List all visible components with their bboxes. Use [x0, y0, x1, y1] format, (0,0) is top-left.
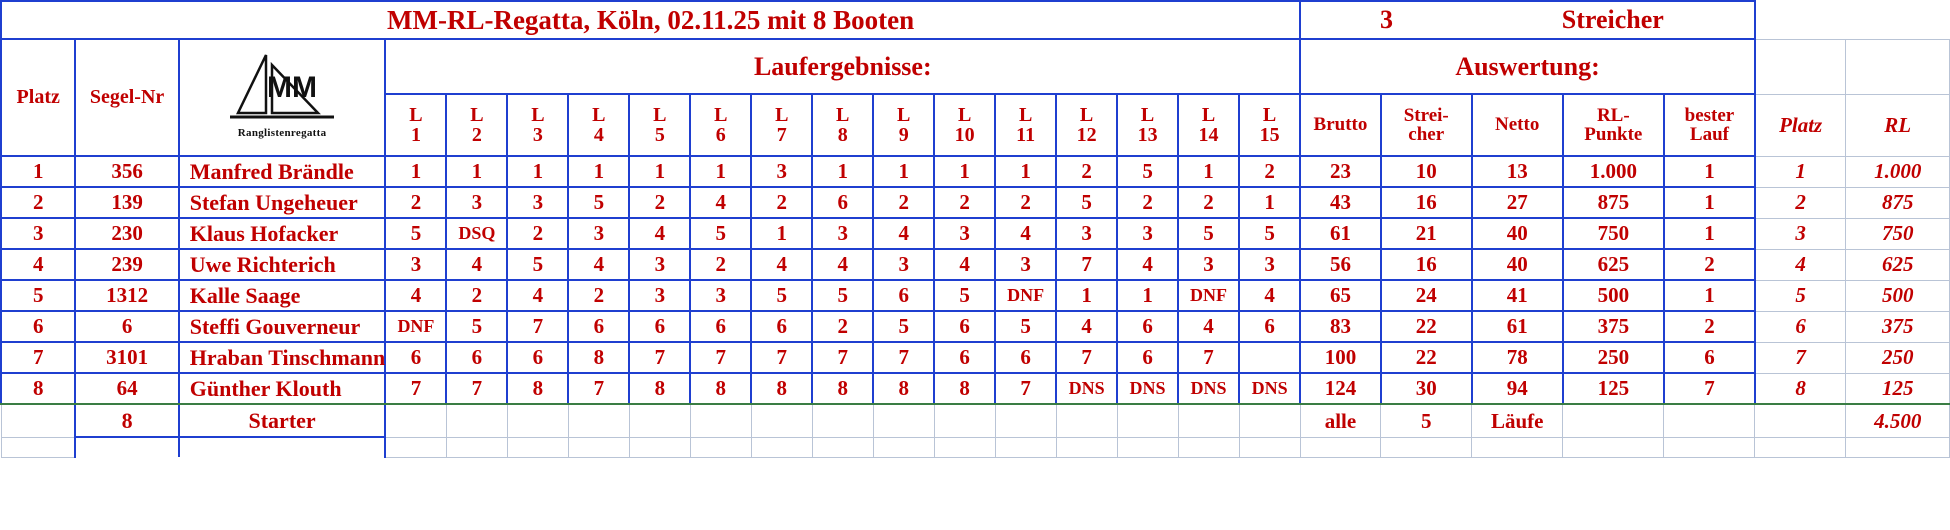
cell-lauf: 5: [1117, 156, 1178, 187]
cell-rl-right: 125: [1846, 373, 1950, 404]
cell-rl-punkte: 375: [1563, 311, 1664, 342]
footer-empty: [507, 404, 568, 437]
cell-lauf: 6: [995, 342, 1056, 373]
footer-empty: [1056, 404, 1117, 437]
col-header-lauf-8: L 8: [812, 94, 873, 156]
cell-rl-right: 750: [1846, 218, 1950, 249]
cell-lauf: 1: [690, 156, 751, 187]
cell-lauf: 5: [934, 280, 995, 311]
cell-lauf: 6: [934, 311, 995, 342]
cell-lauf: 8: [629, 373, 690, 404]
table-row[interactable]: [1, 342, 1950, 373]
cell-platz: 6: [1, 311, 75, 342]
cell-segelnr: 1312: [75, 280, 178, 311]
col-header-lauf-5: L 5: [629, 94, 690, 156]
cell-brutto: 65: [1300, 280, 1381, 311]
cell-brutto: 100: [1300, 342, 1381, 373]
col-header-lauf-4: L 4: [568, 94, 629, 156]
footer-empty: [873, 404, 934, 437]
cell-netto: 40: [1472, 218, 1563, 249]
cell-netto: 13: [1472, 156, 1563, 187]
cell-lauf: 5: [385, 218, 446, 249]
col-header-bester-lauf: bester Lauf: [1664, 94, 1755, 156]
cell-name: Kalle Saage: [179, 280, 386, 311]
cell-platz: 8: [1, 373, 75, 404]
col-header-segelnr: Segel-Nr: [75, 39, 178, 156]
footer-empty: [812, 404, 873, 437]
cell-lauf: 5: [812, 280, 873, 311]
cell-bester-lauf: 2: [1664, 311, 1755, 342]
cell-segelnr: 356: [75, 156, 178, 187]
cell-platz-right: 2: [1755, 187, 1846, 218]
title-row: [1, 1, 1950, 39]
trailing-empty: [812, 437, 873, 457]
cell-name: Klaus Hofacker: [179, 218, 386, 249]
cell-lauf: 4: [934, 249, 995, 280]
table-row[interactable]: [1, 187, 1950, 218]
cell-lauf: 2: [568, 280, 629, 311]
cell-lauf: 8: [568, 342, 629, 373]
cell-streicher: 10: [1381, 156, 1472, 187]
footer-empty: [385, 404, 446, 437]
cell-lauf: 1: [873, 156, 934, 187]
cell-lauf: 2: [1178, 187, 1239, 218]
cell-lauf: 4: [385, 280, 446, 311]
cell-lauf: DNF: [385, 311, 446, 342]
cell-segelnr: 64: [75, 373, 178, 404]
cell-platz-right: 6: [1755, 311, 1846, 342]
footer-empty: [1, 404, 75, 437]
cell-lauf: DNF: [1178, 280, 1239, 311]
cell-lauf: 7: [568, 373, 629, 404]
cell-lauf: 5: [568, 187, 629, 218]
trailing-empty: [385, 437, 446, 457]
cell-lauf: 8: [873, 373, 934, 404]
cell-lauf: 7: [751, 342, 812, 373]
cell-lauf: 6: [1117, 342, 1178, 373]
cell-name: Stefan Ungeheuer: [179, 187, 386, 218]
cell-lauf: 7: [812, 342, 873, 373]
cell-platz: 3: [1, 218, 75, 249]
cell-name: Hraban Tinschmann: [179, 342, 386, 373]
cell-rl-punkte: 250: [1563, 342, 1664, 373]
cell-lauf: 3: [873, 249, 934, 280]
cell-brutto: 124: [1300, 373, 1381, 404]
cell-lauf: 6: [934, 342, 995, 373]
cell-lauf: 3: [934, 218, 995, 249]
cell-lauf: 2: [812, 311, 873, 342]
cell-lauf: 2: [751, 187, 812, 218]
table-row[interactable]: [1, 311, 1950, 342]
cell-lauf: 3: [385, 249, 446, 280]
cell-platz-right: 3: [1755, 218, 1846, 249]
cell-rl-right: 1.000: [1846, 156, 1950, 187]
col-header-lauf-10: L 10: [934, 94, 995, 156]
cell-platz: 7: [1, 342, 75, 373]
trailing-empty: [1563, 437, 1664, 457]
cell-lauf: 3: [1117, 218, 1178, 249]
cell-platz: 4: [1, 249, 75, 280]
cell-lauf: 2: [873, 187, 934, 218]
cell-lauf: 5: [507, 249, 568, 280]
cell-netto: 41: [1472, 280, 1563, 311]
footer-empty: [751, 404, 812, 437]
trailing-empty: [1239, 437, 1300, 457]
cell-bester-lauf: 1: [1664, 218, 1755, 249]
cell-netto: 61: [1472, 311, 1563, 342]
streicher-count: 3: [1300, 1, 1472, 39]
trailing-empty: [1, 437, 75, 457]
cell-lauf: 4: [629, 218, 690, 249]
cell-lauf: 3: [1239, 249, 1300, 280]
cell-lauf: 1: [385, 156, 446, 187]
trailing-empty: [1664, 437, 1755, 457]
trailing-empty: [690, 437, 751, 457]
cell-brutto: 23: [1300, 156, 1381, 187]
trailing-empty: [995, 437, 1056, 457]
cell-lauf: 7: [690, 342, 751, 373]
footer-starter-count: 8: [75, 404, 178, 437]
cell-segelnr: 230: [75, 218, 178, 249]
cell-rl-punkte: 875: [1563, 187, 1664, 218]
cell-lauf: 1: [812, 156, 873, 187]
section-head-row: [1, 39, 1950, 94]
cell-platz-right: 7: [1755, 342, 1846, 373]
col-header-lauf-11: L 11: [995, 94, 1056, 156]
trailing-row: [1, 437, 1950, 457]
cell-lauf: DNS: [1239, 373, 1300, 404]
cell-brutto: 56: [1300, 249, 1381, 280]
cell-lauf: 6: [1239, 311, 1300, 342]
cell-lauf: 7: [446, 373, 507, 404]
footer-empty: [995, 404, 1056, 437]
cell-lauf: 4: [1056, 311, 1117, 342]
cell-lauf: 5: [751, 280, 812, 311]
cell-lauf: 4: [568, 249, 629, 280]
sailboat-mm-icon: [222, 53, 342, 127]
cell-lauf: 1: [995, 156, 1056, 187]
col-header-streicher: Strei- cher: [1381, 94, 1472, 156]
cell-bester-lauf: 1: [1664, 280, 1755, 311]
laufergebnisse-header: Laufergebnisse:: [385, 39, 1300, 94]
cell-lauf: 6: [873, 280, 934, 311]
col-header-brutto: Brutto: [1300, 94, 1381, 156]
regatta-logo: [179, 39, 386, 156]
table-row[interactable]: [1, 156, 1950, 187]
cell-segelnr: 3101: [75, 342, 178, 373]
cell-lauf: 4: [690, 187, 751, 218]
cell-bester-lauf: 1: [1664, 187, 1755, 218]
cell-lauf: 2: [995, 187, 1056, 218]
footer-rl-total: 4.500: [1846, 404, 1950, 437]
cell-lauf: 6: [629, 311, 690, 342]
cell-lauf: 8: [934, 373, 995, 404]
cell-platz: 1: [1, 156, 75, 187]
trailing-empty: [568, 437, 629, 457]
cell-lauf: 4: [812, 249, 873, 280]
cell-segelnr: 139: [75, 187, 178, 218]
cell-segelnr: 6: [75, 311, 178, 342]
trailing-empty: [1472, 437, 1563, 457]
footer-empty: [934, 404, 995, 437]
cell-lauf: 1: [1178, 156, 1239, 187]
cell-name: Günther Klouth: [179, 373, 386, 404]
cell-lauf: 2: [690, 249, 751, 280]
page-title: MM-RL-Regatta, Köln, 02.11.25 mit 8 Booten: [1, 1, 1300, 39]
cell-lauf: 3: [507, 187, 568, 218]
cell-lauf: 6: [751, 311, 812, 342]
table-row[interactable]: [1, 218, 1950, 249]
cell-lauf: 3: [629, 249, 690, 280]
cell-streicher: 22: [1381, 311, 1472, 342]
spacer-cell: [1846, 1, 1950, 39]
cell-lauf: 4: [751, 249, 812, 280]
cell-lauf: 5: [1239, 218, 1300, 249]
cell-lauf: 6: [1117, 311, 1178, 342]
cell-platz-right: 1: [1755, 156, 1846, 187]
cell-lauf: 3: [446, 187, 507, 218]
cell-netto: 27: [1472, 187, 1563, 218]
cell-streicher: 30: [1381, 373, 1472, 404]
trailing-empty: [934, 437, 995, 457]
cell-lauf: 4: [995, 218, 1056, 249]
cell-streicher: 21: [1381, 218, 1472, 249]
cell-lauf: 2: [629, 187, 690, 218]
cell-lauf: 1: [1056, 280, 1117, 311]
cell-lauf: 5: [446, 311, 507, 342]
footer-empty: [446, 404, 507, 437]
cell-lauf: 6: [446, 342, 507, 373]
cell-lauf: 7: [1178, 342, 1239, 373]
table-row[interactable]: [1, 373, 1950, 404]
cell-lauf: 8: [812, 373, 873, 404]
footer-empty: [1239, 404, 1300, 437]
footer-empty: [1664, 404, 1755, 437]
trailing-empty: [179, 437, 386, 457]
cell-lauf: 3: [812, 218, 873, 249]
cell-platz-right: 8: [1755, 373, 1846, 404]
cell-lauf: DNS: [1117, 373, 1178, 404]
cell-brutto: 43: [1300, 187, 1381, 218]
cell-lauf: 5: [995, 311, 1056, 342]
footer-row: [1, 404, 1950, 437]
cell-rl-right: 625: [1846, 249, 1950, 280]
cell-platz-right: 4: [1755, 249, 1846, 280]
cell-streicher: 16: [1381, 187, 1472, 218]
cell-lauf: 4: [507, 280, 568, 311]
cell-lauf: 7: [1056, 249, 1117, 280]
cell-lauf: 1: [507, 156, 568, 187]
cell-lauf: 4: [1117, 249, 1178, 280]
footer-empty: [568, 404, 629, 437]
trailing-empty: [1755, 437, 1846, 457]
cell-lauf: 2: [1056, 156, 1117, 187]
footer-empty: [1178, 404, 1239, 437]
col-header-platz: Platz: [1, 39, 75, 156]
cell-streicher: 22: [1381, 342, 1472, 373]
footer-laeufe-count: 5: [1381, 404, 1472, 437]
cell-streicher: 24: [1381, 280, 1472, 311]
footer-starter-label: Starter: [179, 404, 386, 437]
col-header-rl-punkte: RL- Punkte: [1563, 94, 1664, 156]
col-header-lauf-1: L 1: [385, 94, 446, 156]
col-header-lauf-13: L 13: [1117, 94, 1178, 156]
cell-lauf: 7: [629, 342, 690, 373]
auswertung-header: Auswertung:: [1300, 39, 1755, 94]
col-header-lauf-7: L 7: [751, 94, 812, 156]
cell-lauf: 3: [751, 156, 812, 187]
cell-name: Uwe Richterich: [179, 249, 386, 280]
footer-empty: [1117, 404, 1178, 437]
col-header-lauf-14: L 14: [1178, 94, 1239, 156]
cell-lauf: 4: [446, 249, 507, 280]
col-header-platz-right: Platz: [1755, 94, 1846, 156]
cell-lauf: 4: [873, 218, 934, 249]
footer-laeufe-label: Läufe: [1472, 404, 1563, 437]
footer-empty: [629, 404, 690, 437]
cell-lauf: 6: [507, 342, 568, 373]
table-row[interactable]: [1, 249, 1950, 280]
footer-empty: [1563, 404, 1664, 437]
col-header-netto: Netto: [1472, 94, 1563, 156]
cell-lauf: 2: [1117, 187, 1178, 218]
col-header-lauf-3: L 3: [507, 94, 568, 156]
cell-rl-right: 250: [1846, 342, 1950, 373]
cell-rl-right: 500: [1846, 280, 1950, 311]
trailing-empty: [1178, 437, 1239, 457]
cell-bester-lauf: 7: [1664, 373, 1755, 404]
trailing-empty: [751, 437, 812, 457]
svg-text:MM: MM: [267, 71, 318, 105]
cell-lauf: 7: [1056, 342, 1117, 373]
trailing-empty: [1056, 437, 1117, 457]
cell-lauf: 3: [629, 280, 690, 311]
cell-lauf: 4: [1239, 280, 1300, 311]
table-row[interactable]: [1, 280, 1950, 311]
cell-lauf: 8: [751, 373, 812, 404]
cell-rl-punkte: 1.000: [1563, 156, 1664, 187]
cell-netto: 94: [1472, 373, 1563, 404]
trailing-empty: [1300, 437, 1381, 457]
cell-lauf: 4: [1178, 311, 1239, 342]
cell-lauf: 1: [1239, 187, 1300, 218]
logo-caption: Ranglistenregatta: [237, 127, 327, 140]
cell-lauf: 3: [995, 249, 1056, 280]
cell-platz-right: 5: [1755, 280, 1846, 311]
cell-lauf: 2: [385, 187, 446, 218]
cell-lauf: 5: [1056, 187, 1117, 218]
cell-lauf: DNS: [1178, 373, 1239, 404]
cell-name: Manfred Brändle: [179, 156, 386, 187]
cell-lauf: [1239, 342, 1300, 373]
footer-alle: alle: [1300, 404, 1381, 437]
cell-lauf: 7: [507, 311, 568, 342]
spacer-cell: [1846, 39, 1950, 94]
cell-rl-punkte: 125: [1563, 373, 1664, 404]
cell-bester-lauf: 6: [1664, 342, 1755, 373]
spacer-cell: [1755, 1, 1846, 39]
trailing-empty: [629, 437, 690, 457]
cell-lauf: 3: [1178, 249, 1239, 280]
cell-lauf: 2: [934, 187, 995, 218]
col-header-lauf-2: L 2: [446, 94, 507, 156]
cell-lauf: 3: [568, 218, 629, 249]
cell-lauf: 1: [629, 156, 690, 187]
cell-lauf: DNS: [1056, 373, 1117, 404]
cell-lauf: 7: [873, 342, 934, 373]
trailing-empty: [75, 437, 178, 457]
cell-name: Steffi Gouverneur: [179, 311, 386, 342]
trailing-empty: [873, 437, 934, 457]
cell-segelnr: 239: [75, 249, 178, 280]
trailing-empty: [1381, 437, 1472, 457]
cell-lauf: 1: [1117, 280, 1178, 311]
cell-rl-punkte: 750: [1563, 218, 1664, 249]
cell-rl-right: 375: [1846, 311, 1950, 342]
cell-bester-lauf: 1: [1664, 156, 1755, 187]
col-header-lauf-6: L 6: [690, 94, 751, 156]
cell-brutto: 61: [1300, 218, 1381, 249]
spacer-cell: [1755, 39, 1846, 94]
col-header-lauf-12: L 12: [1056, 94, 1117, 156]
cell-platz: 5: [1, 280, 75, 311]
cell-lauf: 2: [1239, 156, 1300, 187]
cell-lauf: DNF: [995, 280, 1056, 311]
cell-lauf: 6: [385, 342, 446, 373]
cell-lauf: 1: [934, 156, 995, 187]
footer-empty: [1755, 404, 1846, 437]
cell-lauf: 1: [751, 218, 812, 249]
cell-lauf: 3: [1056, 218, 1117, 249]
cell-lauf: 2: [507, 218, 568, 249]
cell-lauf: 8: [690, 373, 751, 404]
cell-lauf: 6: [690, 311, 751, 342]
cell-bester-lauf: 2: [1664, 249, 1755, 280]
cell-lauf: 5: [690, 218, 751, 249]
cell-lauf: 6: [568, 311, 629, 342]
footer-empty: [690, 404, 751, 437]
cell-netto: 40: [1472, 249, 1563, 280]
cell-lauf: 5: [1178, 218, 1239, 249]
cell-lauf: 1: [568, 156, 629, 187]
cell-lauf: 1: [446, 156, 507, 187]
cell-lauf: 7: [385, 373, 446, 404]
cell-platz: 2: [1, 187, 75, 218]
trailing-empty: [1117, 437, 1178, 457]
col-header-lauf-9: L 9: [873, 94, 934, 156]
trailing-empty: [507, 437, 568, 457]
streicher-label: Streicher: [1472, 1, 1755, 39]
cell-lauf: DSQ: [446, 218, 507, 249]
cell-lauf: 6: [812, 187, 873, 218]
cell-brutto: 83: [1300, 311, 1381, 342]
trailing-empty: [1846, 437, 1950, 457]
cell-lauf: 5: [873, 311, 934, 342]
cell-rl-right: 875: [1846, 187, 1950, 218]
cell-netto: 78: [1472, 342, 1563, 373]
cell-lauf: 7: [995, 373, 1056, 404]
cell-lauf: 3: [690, 280, 751, 311]
col-header-rl-right: RL: [1846, 94, 1950, 156]
cell-rl-punkte: 625: [1563, 249, 1664, 280]
trailing-empty: [446, 437, 507, 457]
col-header-lauf-15: L 15: [1239, 94, 1300, 156]
cell-streicher: 16: [1381, 249, 1472, 280]
cell-rl-punkte: 500: [1563, 280, 1664, 311]
cell-lauf: 8: [507, 373, 568, 404]
cell-lauf: 2: [446, 280, 507, 311]
